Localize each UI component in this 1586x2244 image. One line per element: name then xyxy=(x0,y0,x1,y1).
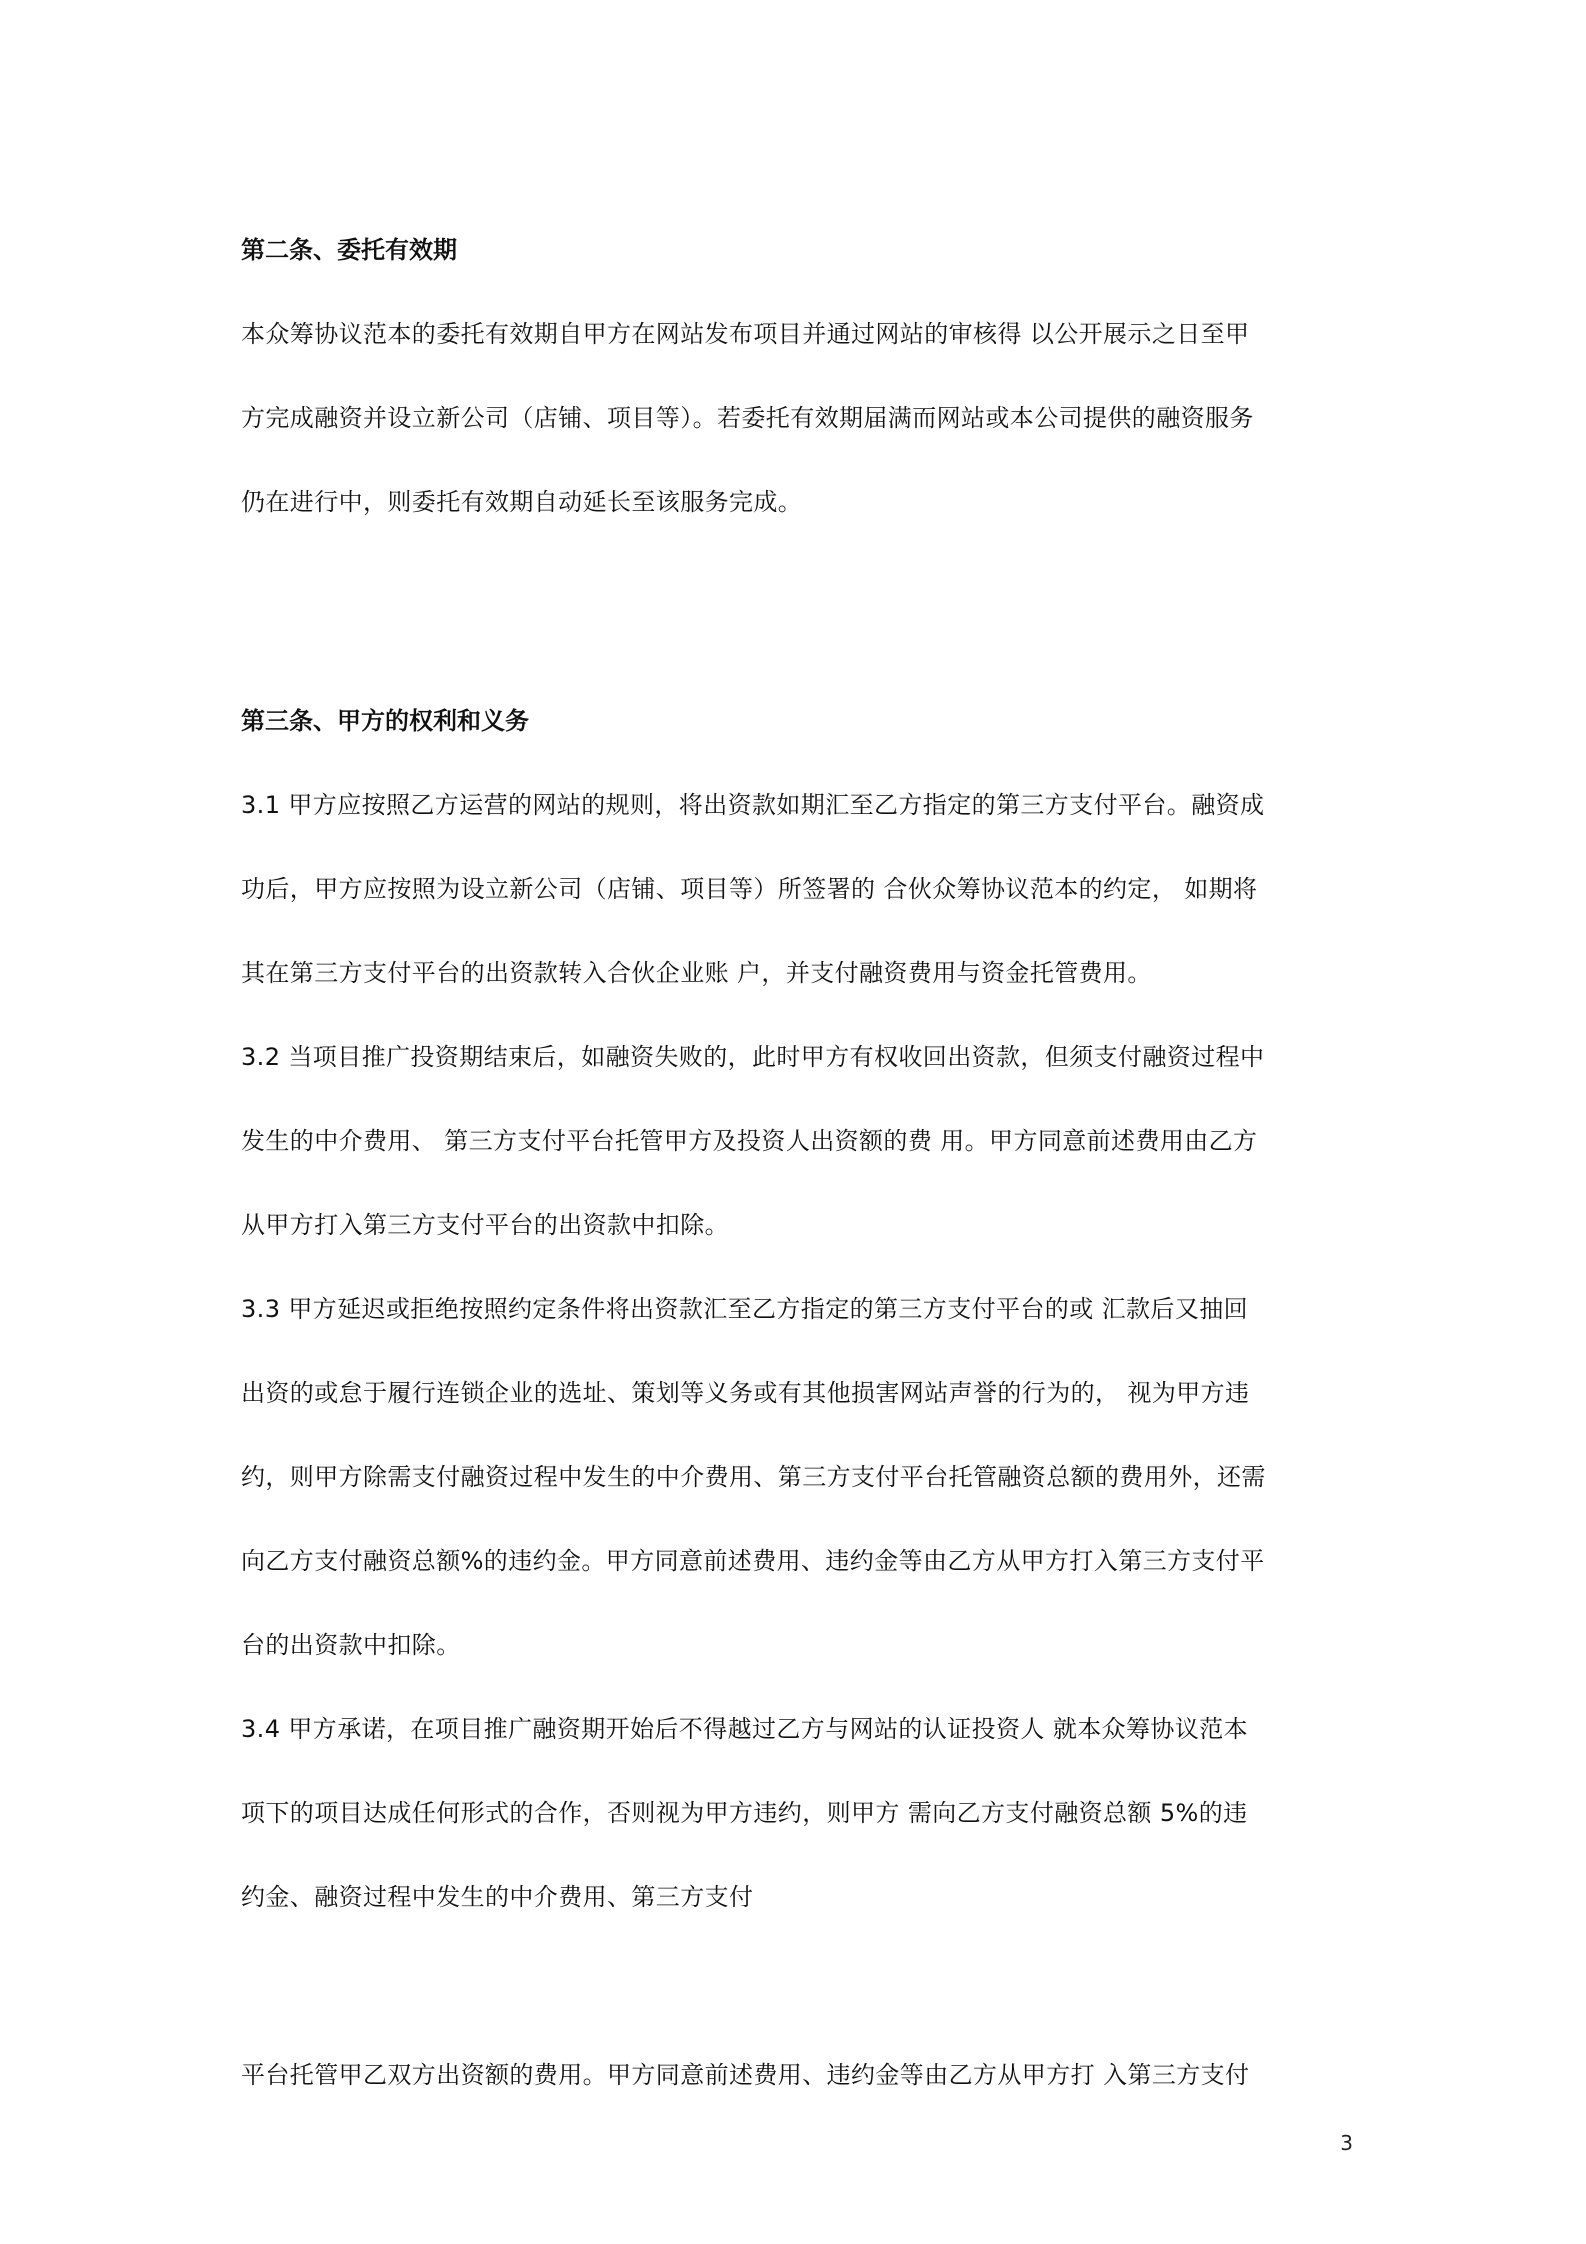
document-body xyxy=(241,208,1356,2117)
section-3-line: 其在第三方支付平台的出资款转入合伙企业账 户，并支付融资费用与资金托管费用。 xyxy=(241,959,1152,987)
section-spacer xyxy=(241,544,1356,679)
section-3-line: 3.3 甲方延迟或拒绝按照约定条件将出资款汇至乙方指定的第三方支付平台的或 汇款后又抽回 xyxy=(241,1295,1249,1323)
page-number: 3 xyxy=(1340,2131,1353,2155)
section-3-line: 台的出资款中扣除。 xyxy=(241,1631,461,1659)
section-3-line: 3.2 当项目推广投资期结束后，如融资失败的，此时甲方有权收回出资款，但须支付融资过程中 xyxy=(241,1043,1265,1071)
section-2-line: 仍在进行中，则委托有效期自动延长至该服务完成。 xyxy=(241,488,803,516)
section-3-line: 出资的或怠于履行连锁企业的选址、策划等义务或有其他损害网站声誉的行为的， 视为甲方违 xyxy=(241,1379,1250,1407)
section-3-line: 项下的项目达成任何形式的合作，否则视为甲方违约，则甲方 需向乙方支付融资总额 5%的违 xyxy=(241,1799,1248,1827)
section-3-line: 约，则甲方除需支付融资过程中发生的中介费用、第三方支付平台托管融资总额的费用外，还需 xyxy=(241,1463,1266,1491)
section-3-line: 3.4 甲方承诺，在项目推广融资期开始后不得越过乙方与网站的认证投资人 就本众筹协议范本 xyxy=(241,1715,1249,1743)
section-3-heading: 第三条、甲方的权利和义务 xyxy=(241,707,529,735)
section-3-line: 发生的中介费用、 第三方支付平台托管甲方及投资人出资额的费 用。甲方同意前述费用由乙方 xyxy=(241,1127,1258,1155)
section-2-line: 本众筹协议范本的委托有效期自甲方在网站发布项目并通过网站的审核得 以公开展示之日至甲 xyxy=(241,320,1250,348)
section-3-line: 3.1 甲方应按照乙方运营的网站的规则，将出资款如期汇至乙方指定的第三方支付平台。融资成 xyxy=(241,791,1265,819)
paragraph-spacer xyxy=(241,1939,1356,2033)
section-2-line: 方完成融资并设立新公司（店铺、项目等）。若委托有效期届满而网站或本公司提供的融资服务 xyxy=(241,404,1254,432)
section-3-line: 从甲方打入第三方支付平台的出资款中扣除。 xyxy=(241,1211,729,1239)
section-2-heading: 第二条、委托有效期 xyxy=(241,236,457,264)
section-3-line: 功后，甲方应按照为设立新公司（店铺、项目等）所签署的 合伙众筹协议范本的约定， 如期将 xyxy=(241,875,1258,903)
section-3-line: 向乙方支付融资总额%的违约金。甲方同意前述费用、违约金等由乙方从甲方打入第三方支付平 xyxy=(241,1547,1265,1575)
section-3-line: 约金、融资过程中发生的中介费用、第三方支付 xyxy=(241,1883,754,1911)
section-3-continued-line: 平台托管甲乙双方出资额的费用。甲方同意前述费用、违约金等由乙方从甲方打 入第三方支付 xyxy=(241,2061,1250,2089)
